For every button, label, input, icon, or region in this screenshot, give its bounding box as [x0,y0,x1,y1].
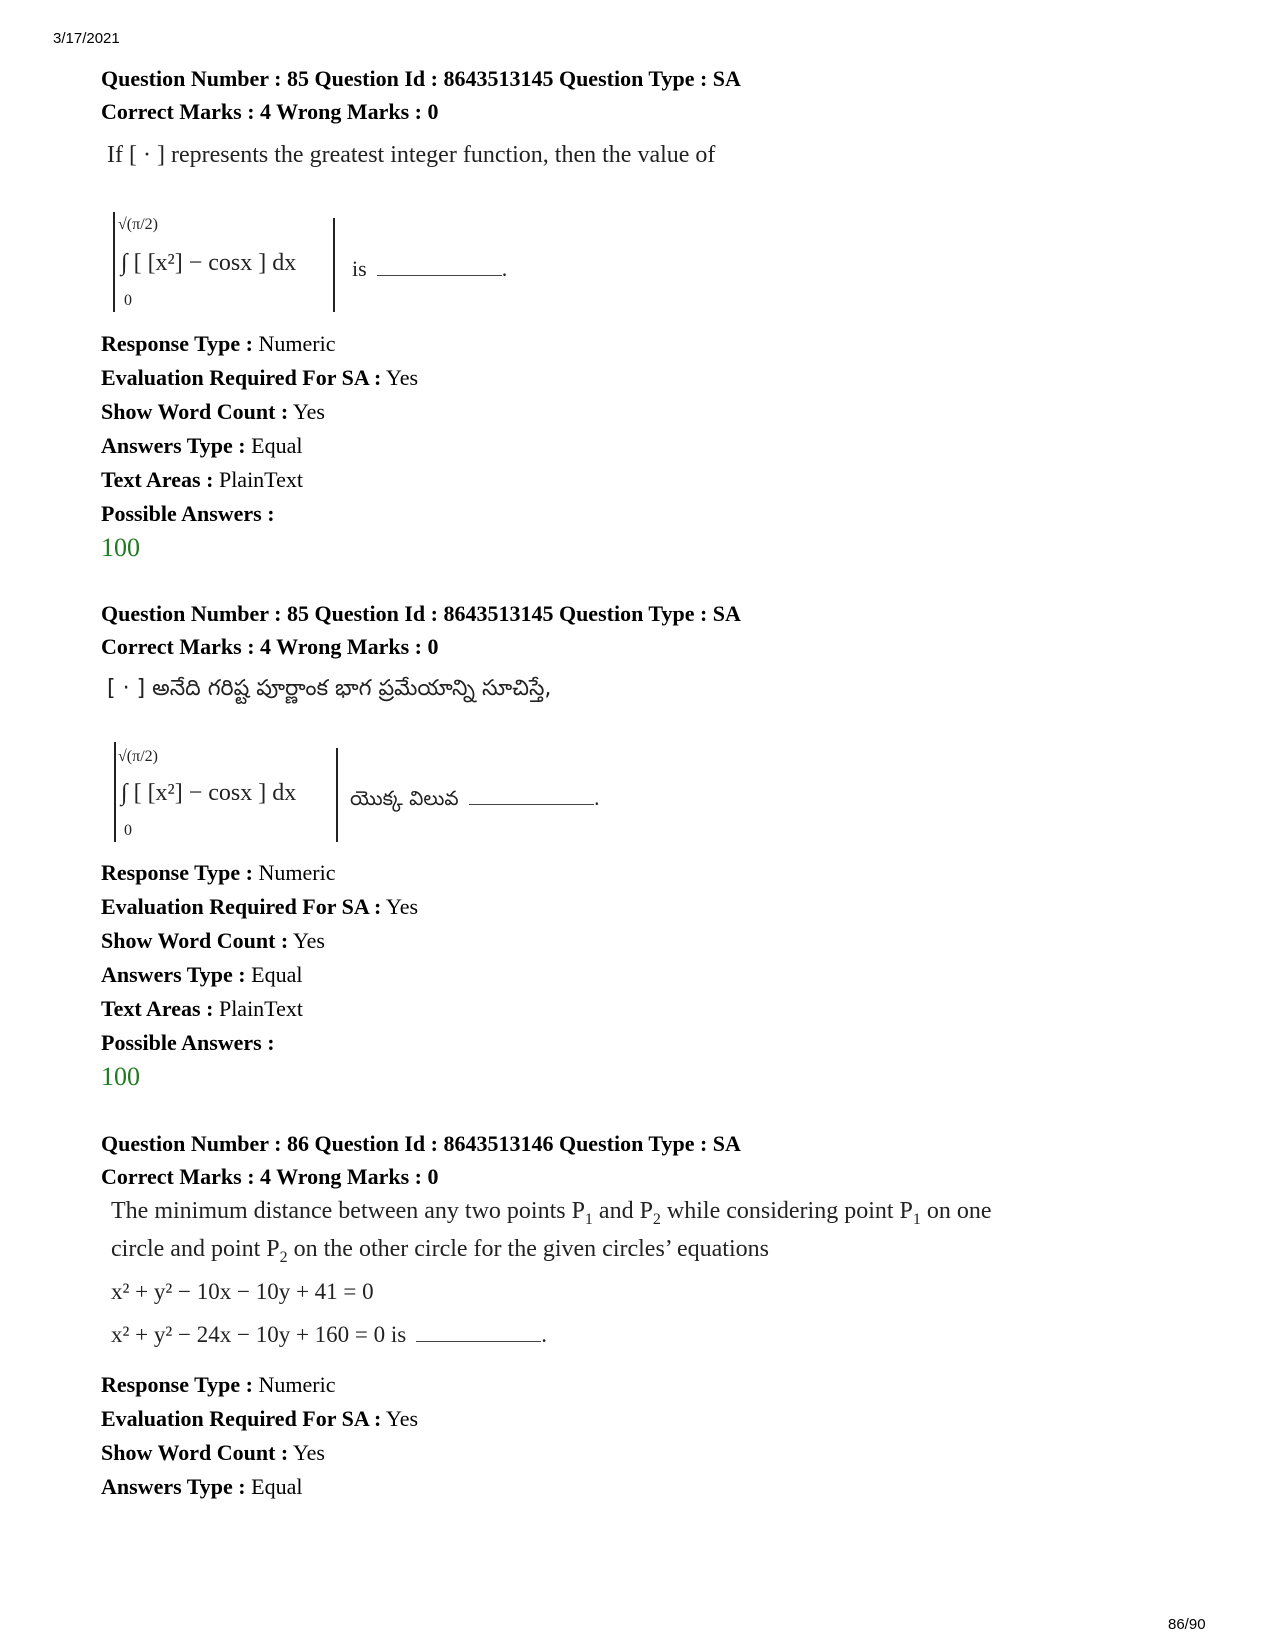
circle-equation-1: x² + y² − 10x − 10y + 41 = 0 [111,1279,374,1304]
meta-row: Show Word Count : Yes [101,1440,325,1465]
meta-row: Evaluation Required For SA : Yes [101,894,419,919]
meta-row: Response Type : Numeric [101,860,336,885]
circle-equation-2: x² + y² − 24x − 10y + 160 = 0 is . [111,1322,547,1347]
possible-answer: 100 [101,1062,140,1091]
abs-bar-right [333,218,335,312]
meta-row: Show Word Count : Yes [101,399,325,424]
question-header: Question Number : 85 Question Id : 8643513145 Question Type : SA [101,66,741,91]
question-text-line-2: circle and point $P_2$ on the other circle for the given circles’ equations [111,1236,769,1266]
integral-tail: is [352,256,367,281]
meta-row: Evaluation Required For SA : Yes [101,365,419,390]
page-number: 86/90 [1168,1616,1206,1633]
question-85-telugu [101,597,1211,663]
question-header: Question Number : 85 Question Id : 8643513145 Question Type : SA [101,601,741,626]
print-date: 3/17/2021 [53,30,120,47]
question-text: [ · ] అనేది గరిష్ట పూర్ణాంక భాగ ప్రమేయాన్ని సూచిస్తే, [107,676,552,701]
meta-row: Evaluation Required For SA : Yes [101,1406,419,1431]
meta-row: Answers Type : Equal [101,433,303,458]
integrand: ∫ [ [x²] − cosx ] dx [121,780,297,806]
question-85-telugu-meta [101,856,1211,1094]
meta-row: Text Areas : PlainText [101,996,303,1021]
meta-row: Possible Answers : [101,1030,275,1055]
integrand: ∫ [ [x²] − cosx ] dx [121,250,297,276]
meta-row: Show Word Count : Yes [101,928,325,953]
question-85-meta [101,327,1211,565]
question-marks: Correct Marks : 4 Wrong Marks : 0 [101,1164,439,1189]
question-86 [101,1127,1211,1193]
upper-limit: √(π/2) [118,748,158,765]
meta-row: Answers Type : Equal [101,1474,303,1499]
question-header: Question Number : 86 Question Id : 8643513146 Question Type : SA [101,1131,741,1156]
abs-bar-left [114,742,116,842]
abs-bar-right [336,748,338,842]
question-86-meta [101,1368,1211,1504]
meta-row: Answers Type : Equal [101,962,303,987]
answer-blank [416,1341,541,1342]
question-text: If [ · ] represents the greatest integer function, then the value of [107,142,716,168]
meta-row: Text Areas : PlainText [101,467,303,492]
lower-limit: 0 [124,292,132,309]
meta-row: Response Type : Numeric [101,331,336,356]
abs-bar-left [113,212,115,312]
lower-limit: 0 [124,822,132,839]
upper-limit: √(π/2) [118,216,158,233]
possible-answer: 100 [101,533,140,562]
meta-row: Possible Answers : [101,501,275,526]
answer-blank [377,275,502,276]
meta-row: Response Type : Numeric [101,1372,336,1397]
question-85-english [101,62,1211,128]
question-marks: Correct Marks : 4 Wrong Marks : 0 [101,634,439,659]
answer-blank [469,804,594,805]
question-marks: Correct Marks : 4 Wrong Marks : 0 [101,99,439,124]
question-text-line-1: The minimum distance between any two points $P_1$ and $P_2$ while considering point $P_1$ on one [111,1198,992,1228]
integral-tail: యొక్క విలువ [350,786,459,810]
